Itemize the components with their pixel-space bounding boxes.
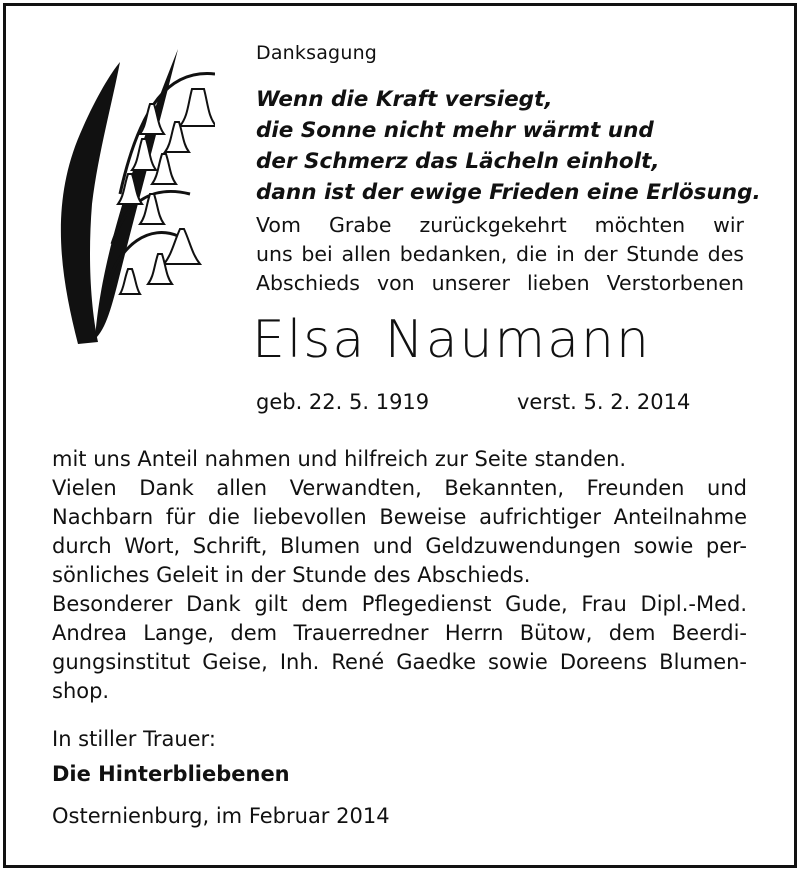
poem-line: Wenn die Kraft versiegt, (256, 87, 553, 112)
notice-heading: Danksagung (256, 42, 378, 64)
death-date: verst. 5. 2. 2014 (517, 390, 691, 414)
intro-line: Abschieds von unserer lieben Verstorbenen (256, 271, 744, 295)
poem-line: der Schmerz das Lächeln einholt, (256, 149, 660, 174)
lily-of-the-valley-icon (50, 44, 215, 349)
birth-date: geb. 22. 5. 1919 (256, 390, 430, 414)
poem-line: die Sonne nicht mehr wärmt und (256, 118, 654, 143)
signature: Die Hinterbliebenen (52, 762, 290, 786)
body-line: Nachbarn für die liebevollen Beweise aufrichtiger Anteilnahme (52, 505, 747, 529)
body-line: durch Wort, Schrift, Blumen und Geldzuwendungen sowie per- (52, 534, 747, 558)
body-line: gungsinstitut Geise, Inh. René Gaedke sowie Doreens Blumen- (52, 650, 747, 674)
intro-line: uns bei allen bedanken, die in der Stunde des (256, 242, 744, 266)
place-date: Osternienburg, im Februar 2014 (52, 804, 390, 828)
mourning-phrase: In stiller Trauer: (52, 727, 216, 751)
body-line: Besonderer Dank gilt dem Pflegedienst Gude, Frau Dipl.-Med. (52, 592, 747, 616)
thanks-text (52, 445, 747, 706)
intro-text (256, 211, 744, 298)
body-line: mit uns Anteil nahmen und hilfreich zur Seite standen. (52, 447, 627, 471)
poem (256, 84, 761, 208)
body-line: Vielen Dank allen Verwandten, Bekannten, Freunden und (52, 476, 747, 500)
deceased-name: Elsa Naumann (252, 310, 651, 370)
intro-line: Vom Grabe zurückgekehrt möchten wir (256, 213, 744, 237)
body-line: sönliches Geleit in der Stunde des Abschieds. (52, 563, 531, 587)
poem-line: dann ist der ewige Frieden eine Erlösung. (256, 180, 761, 205)
body-line: Andrea Lange, dem Trauerredner Herrn Bütow, dem Beerdi- (52, 621, 747, 645)
body-line: shop. (52, 679, 110, 703)
